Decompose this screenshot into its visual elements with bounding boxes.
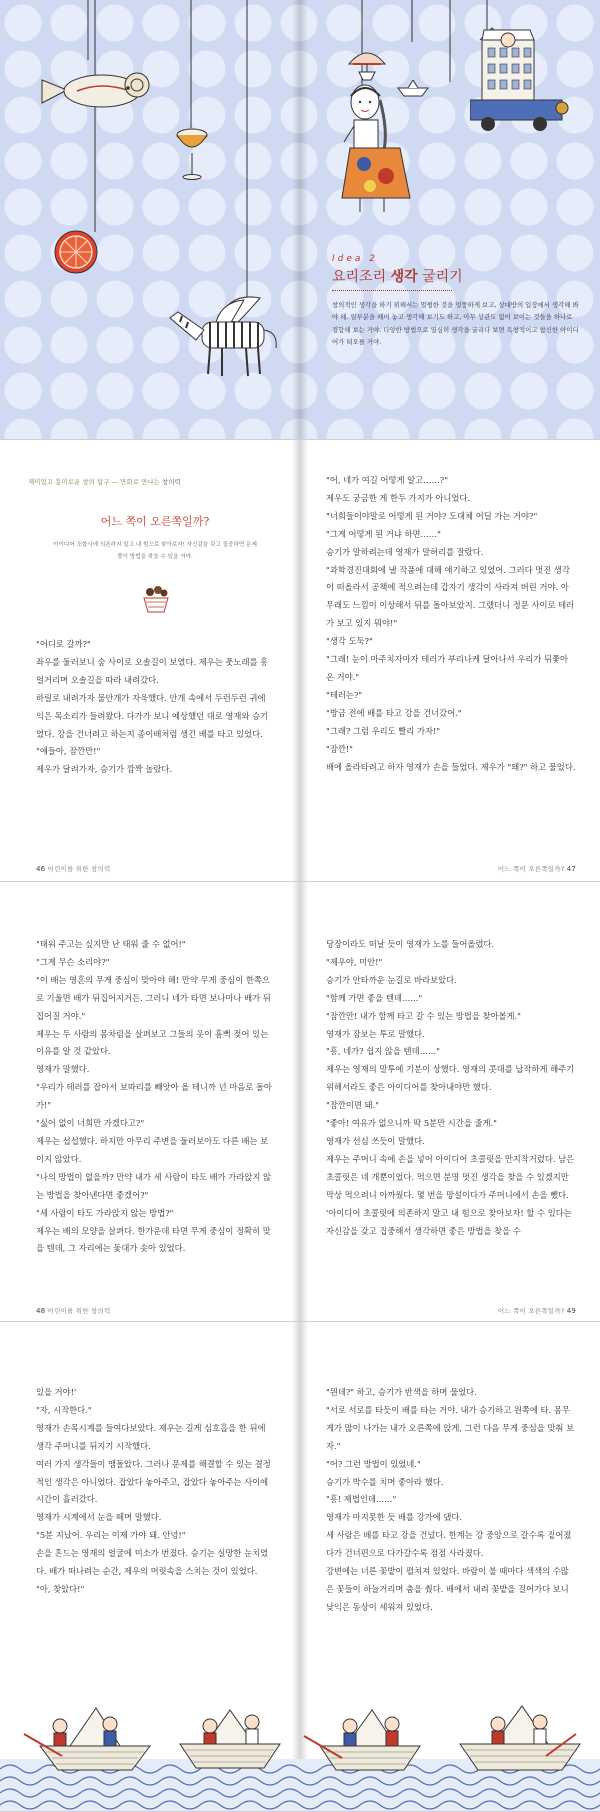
chocolate-basket-icon xyxy=(136,580,176,616)
winged-zebra-icon xyxy=(160,292,290,387)
page-number-46: 46 xyxy=(36,865,46,873)
paragraph: "잠깐만! 내가 함께 타고 갈 수 있는 방법을 찾아볼게." xyxy=(326,1010,522,1021)
paragraph: "이 배는 영혼의 무게 중심이 맞아야 해! 만약 무게 중심이 한쪽으로 기울면 배가 뒤집어지거든. 그러니 네가 타면 보나마나 배가 뒤집어질 거야." xyxy=(36,974,271,1021)
page-number-47: 47 xyxy=(566,865,576,873)
idea-body: 창의적인 생각을 하기 위해서는 멀쩡한 것을 엉뚱하게 보고, 상대방의 입장에서 생각해 봐야 해. 일부분을 떼어 놓고 생각해 보기도 하고, 아무 상관도 없어 보이는 것들을 하나로 결합해 보는 거야. 다양한 방법으로 열심히 생각을 굴리다 보면 독창적이고 참신한 아이디어가 떠오를 거야. xyxy=(332,301,579,346)
paragraph: 영재가 선심 쓰듯이 말했다. xyxy=(326,1135,425,1146)
body-text-right xyxy=(326,1384,576,1617)
page-47 xyxy=(300,440,600,881)
body-text-left xyxy=(36,636,276,779)
paragraph: "그게 어떻게 된 거냐 하면……" xyxy=(326,528,441,539)
paragraph: 하릴로 내려가자 물안개가 자욱했다. 안개 속에서 두런두런 귀에 익은 목소리가 들려왔다. 다가가 보니 예상했던 대로 영재와 승기였다. 강을 건너려고 하는지 종이배처럼 생긴 배를 타고 있었다. xyxy=(36,692,269,739)
paragraph: "세 사람이 타도 가라앉지 않는 방법?" xyxy=(36,1207,174,1218)
paragraph: 제우는 주머니 속에 손을 넣어 아이디어 초콜릿을 만지작거렸다. 남은 초콜릿은 네 개뿐이었다. 먹으면 분명 멋진 생각을 찾을 수 있겠지만 막상 먹으려니 아까웠다. 몇 번을 망설이다가 주머니에서 손을 뺐다. xyxy=(326,1153,575,1200)
ram-fish-icon xyxy=(32,55,162,125)
footer-left xyxy=(36,864,110,873)
running-header-book: 창의력 xyxy=(162,478,181,486)
paragraph: "방금 전에 배를 타고 강을 건너갔어." xyxy=(326,707,462,718)
footer-left xyxy=(36,1306,110,1315)
paragraph: "아, 찾았다!" xyxy=(36,1583,85,1594)
girl-figure-icon xyxy=(340,80,440,220)
idea-title-prefix: 요리조리 xyxy=(332,269,387,285)
paragraph: "어? 그런 방법이 있었네." xyxy=(326,1458,421,1469)
page-49 xyxy=(300,882,600,1321)
paragraph: "나의 방법이 없을까? 만약 내가 세 사람이 타도 배가 가라앉지 않는 방법을 찾아낸다면 좋겠어?" xyxy=(36,1171,272,1200)
paragraph: 강변에는 너른 꽃밭이 펼쳐져 있었다. 바람이 불 때마다 색색의 수많은 꽃들이 하늘거리며 춤을 췄다. 배에서 내려 꽃밭을 걸어가다 보니 낮익은 동상이 세워져 있었다. xyxy=(326,1566,569,1612)
paragraph: 있을 거야!' xyxy=(36,1387,77,1397)
page-number-48: 48 xyxy=(36,1307,46,1315)
paragraph: 좌우를 둘러보니 숲 사이로 오솔길이 보였다. 제우는 풋노래를 흥얼거리며 오솔길을 따라 내려갔다. xyxy=(36,656,269,685)
paragraph: '아이디어 초콜릿에 의존하지 말고 내 힘으로 찾아보자! 할 수 있다는 자신감을 갖고 집중해서 생각하면 좋은 방법을 찾을 수 xyxy=(326,1207,572,1236)
footer-book-title: 어린이를 위한 창의력 xyxy=(47,865,111,873)
paragraph: "잠깐!" xyxy=(326,743,353,754)
idea-title-strong: 생각 xyxy=(390,269,418,285)
paragraph: "우리가 테러를 잡아서 보따리를 빼앗아 올 테니까 넌 마음로 돌아가!" xyxy=(36,1082,272,1111)
spread-final-pages xyxy=(0,1322,600,1812)
footer-right xyxy=(498,864,576,873)
paragraph: 영재가 말했다. xyxy=(36,1064,90,1075)
running-header-prefix: 재미있고 흥미로운 창의 탐구 — 만화로 만나는 xyxy=(28,478,160,486)
boat-4 xyxy=(460,1706,580,1770)
paragraph: "5분 지났어. 우리는 이제 가야 돼. 안녕!" xyxy=(36,1530,186,1541)
paragraph: 영재가 마지못한 듯 배를 강가에 댔다. xyxy=(326,1512,463,1523)
body-text-left xyxy=(36,1384,276,1599)
paragraph: 영재가 손목시계를 들여다보았다. 제우는 길게 심호흡을 한 뒤에 생각 주머니를 뒤지기 시작했다. xyxy=(36,1422,266,1451)
paragraph: "흥! 제법인데……" xyxy=(326,1494,397,1505)
paragraph: 영재가 잠보는 투로 말했다. xyxy=(326,1028,425,1039)
footer-chapter-title: 어느 쪽이 오른쪽일까? xyxy=(497,1307,565,1315)
paragraph: "싫어 없이 너희만 가겠다고?" xyxy=(36,1118,145,1129)
chapter-subtitle: 아이디어 조합사에 의존하지 말고 내 힘으로 찾아보자! 자신감을 갖고 집중하면 문제 풀이 방법을 찾을 수 있을 거야. xyxy=(53,542,257,560)
paragraph: "태워 주고는 싶지만 난 태워 줄 수 없어!" xyxy=(36,939,186,949)
paragraph: "제우야, 미안!" xyxy=(326,956,383,967)
body-text-left xyxy=(36,936,276,1258)
paragraph: "너희들이야말로 어떻게 된 거야? 도대체 어딜 가는 거야?" xyxy=(326,510,538,521)
paper-boats-illustration xyxy=(0,1686,600,1776)
paragraph: 제우는 섭섭했다. 하지만 아무리 주변을 둘러보아도 다른 배는 보이지 않았다. xyxy=(36,1135,269,1164)
paragraph: "생각 도둑?" xyxy=(326,636,373,647)
paragraph: "자, 시작한다." xyxy=(36,1404,92,1415)
paragraph: 제우는 두 사람의 몸차림을 살펴보고 그들의 옷이 흠뻑 젖어 있는 이유를 알 것 같았다. xyxy=(36,1028,269,1057)
paragraph: 영재가 시계에서 눈을 떼며 말했다. xyxy=(36,1512,162,1523)
paragraph: "그래? 그럼 우리도 빨리 가자!" xyxy=(326,725,441,736)
page-46 xyxy=(0,440,300,881)
chapter-title: 어느 쪽이 오른쪽일까? xyxy=(100,515,210,528)
idea-divider xyxy=(332,290,452,291)
paragraph: "잠깐이면 돼." xyxy=(326,1100,379,1111)
paragraph: "테러는?" xyxy=(326,689,363,700)
spread-illustration xyxy=(0,0,600,440)
running-header xyxy=(28,477,181,486)
cocktail-glass-icon xyxy=(170,125,214,185)
paragraph: 제우는 배의 모양을 살펴다. 한가운데 타면 무게 중심이 정확히 맞을 텐데, 그 자리에는 돛대가 솟아 있었다. xyxy=(36,1225,271,1254)
spread-pages-46-47 xyxy=(0,440,600,882)
paragraph: "그래! 눈이 마주치자마자 테러가 부리나케 달아나서 우리가 뒤쫓아 온 거야." xyxy=(326,654,569,682)
paragraph: 당장이라도 떠날 듯이 영재가 노를 들어올렸다. xyxy=(326,939,495,949)
paragraph: "어디로 갈까?" xyxy=(36,639,91,649)
paragraph: "그게 무슨 소리야?" xyxy=(36,956,110,967)
boat-1 xyxy=(24,1708,150,1770)
orange-slice-icon xyxy=(52,228,100,276)
paragraph: 승기가 안타까운 눈길로 바라보았다. xyxy=(326,974,457,985)
building-cart-icon xyxy=(470,20,580,132)
body-text-right xyxy=(326,472,576,776)
boat-3 xyxy=(304,1710,420,1770)
idea-box xyxy=(332,254,580,348)
paragraph: 제우는 영재의 말투에 기분이 상했다. 영재의 콧대를 납작하게 해주기 위해서라도 좋은 아이디어를 찾아내야만 했다. xyxy=(326,1064,575,1093)
boat-2 xyxy=(180,1710,280,1768)
paragraph: 승기가 박수를 치며 좋아라 했다. xyxy=(326,1476,444,1487)
page-number-49: 49 xyxy=(566,1307,576,1315)
paragraph: "서로 서로를 타듯이 배를 타는 거야. 내가 승기하고 원쪽에 타. 몸무게가 많이 나가는 내가 오른쪽에 앉게, 그런 다음 무게 중심을 맞춰 보자." xyxy=(326,1404,575,1451)
paragraph: "얘들아, 잠깐만!" xyxy=(36,746,101,757)
paragraph: 승기가 말하려는데 영재가 말허리를 잘랐다. xyxy=(326,546,484,557)
spread-pages-48-49 xyxy=(0,882,600,1322)
footer-book-title: 어린이를 위한 창의력 xyxy=(47,1307,111,1315)
body-text-right xyxy=(326,936,576,1240)
idea-label: Idea 2 xyxy=(332,254,379,264)
paragraph: "함께 가면 좋을 텐데……" xyxy=(326,992,423,1003)
hanging-lamp-icon xyxy=(345,40,389,85)
page-48 xyxy=(0,882,300,1321)
paragraph: 손을 흔드는 영재의 얼굴에 미소가 번졌다. 승기는 실망한 눈치였다. 배가 떠나려는 순간, 제우의 머릿속을 스치는 것이 있었다. xyxy=(36,1548,269,1577)
paragraph: "과학경진대회에 낼 작품에 대해 얘기하고 있었어. 그러다 멋진 생각이 떠올라서 공책에 적으려는데 갑자기 생각이 사라져 버린 거야. 아무래도 느낌이 이상해서 뒤를 돌아보았지. 그랬더니 정문 사이로 테러가 보고 있지 뭐야!" xyxy=(326,564,575,629)
footer-chapter-title: 어느 쪽이 오른쪽일까? xyxy=(497,865,565,873)
paragraph: "어, 네가 여길 어떻게 알고……?" xyxy=(326,475,449,485)
paragraph: 여러 가지 생각들이 맴돌았다. 그러나 문제를 해결할 수 있는 결정적인 생각은 아니었다. 잡았다 놓아주고, 잡았다 놓아주는 사이에 시간이 흘러갔다. xyxy=(36,1458,271,1505)
paragraph: "좋아! 여유가 없으니까 딱 5분만 시간을 줄게." xyxy=(326,1118,497,1129)
paragraph: "흥, 네가? 쉽지 않을 텐데……" xyxy=(326,1046,440,1057)
paragraph: "뭔데?" 하고, 승기가 반색을 하며 물었다. xyxy=(326,1387,477,1397)
paragraph: 세 사람은 배를 타고 강을 건넜다. 한계는 강 중앙으로 갈수록 짙어졌다가 건너편으로 다가갈수록 점점 사라졌다. xyxy=(326,1530,572,1559)
paragraph: 제우가 달려가자, 승기가 깜짝 놀랐다. xyxy=(36,764,173,775)
paragraph: 제우도 궁금한 게 한두 가지가 아니었다. xyxy=(326,492,471,503)
idea-title xyxy=(332,266,580,286)
footer-right xyxy=(498,1306,576,1315)
paragraph: 배에 올라타려고 하자 영재가 손을 들었다. 제우가 "왜?" 하고 물었다. xyxy=(326,761,576,772)
idea-title-suffix: 굴리기 xyxy=(422,269,463,285)
